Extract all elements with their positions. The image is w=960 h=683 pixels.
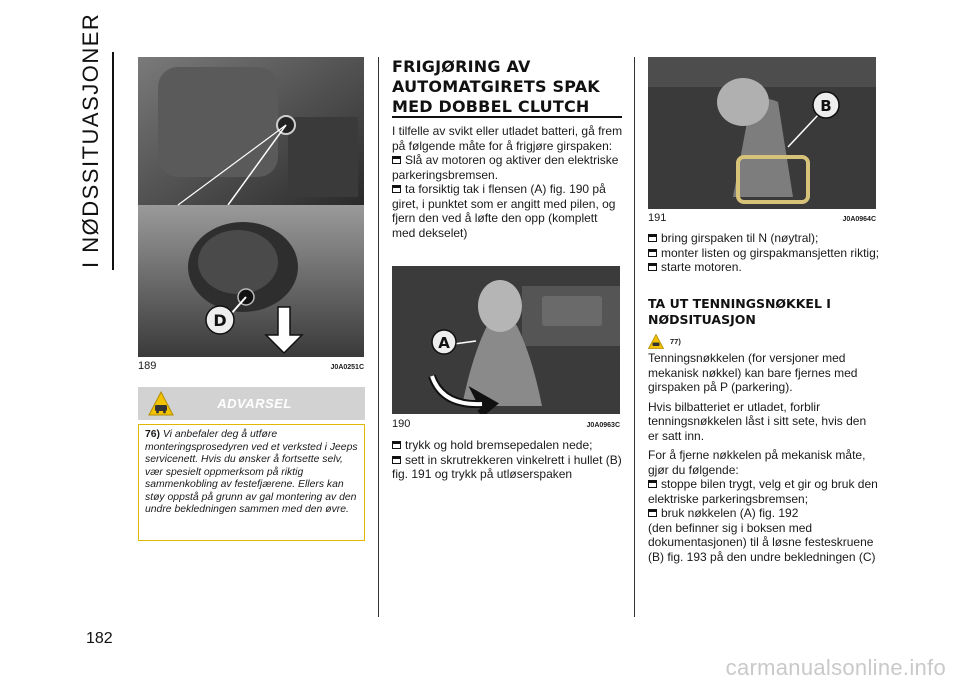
warning-title: ADVARSEL (217, 396, 292, 411)
column-divider-2 (634, 57, 635, 617)
intro-paragraph: I tilfelle av svikt eller utladet batteri, gå frem på følgende måte for å frigjøre girspaken: (392, 124, 623, 153)
column2-text-bottom (392, 438, 624, 482)
column3-body (648, 351, 880, 564)
bullet-icon (648, 480, 657, 488)
bullet-icon (392, 156, 401, 164)
column-divider-1 (378, 57, 379, 617)
figure-189-caption (138, 360, 364, 372)
paragraph: Hvis bilbatteriet er utladet, forblir tenningsnøkkelen låst i sitt sete, hvis den er satt inn. (648, 399, 867, 443)
list-item: bruk nøkkelen (A) fig. 192 (648, 506, 880, 521)
figure-189 (138, 57, 364, 357)
list-item: starte motoren. (648, 260, 880, 275)
list-item: bring girspaken til N (nøytral); (648, 231, 880, 246)
callout-b-label: B (820, 97, 832, 115)
reference-marker (648, 334, 681, 349)
paragraph: (den befinner sig i boksen med dokumentasjonen) til å løsne festeskruene (B) fig. 193 på den undre bekledningen (C) (648, 520, 876, 564)
list-item: monter listen og girspakmansjetten riktig; (648, 246, 880, 261)
warning-car-icon (648, 334, 664, 349)
figure-190-caption (392, 418, 620, 430)
figure-191-code: J0A0964C (842, 216, 876, 223)
bullet-icon (648, 263, 657, 271)
callout-d-label: D (213, 311, 227, 330)
warning-number: 76) (145, 429, 161, 440)
bullet-icon (392, 456, 401, 464)
watermark: carmanualsonline.info (725, 655, 946, 680)
figure-189-code: J0A0251C (330, 364, 364, 371)
bullet-icon (648, 509, 657, 517)
warning-text: Vi anbefaler deg å utføre monteringsprosedyren ved et verksted i Jeeps servicenett. Hvis du ønsker å fortsette selv, vær spesielt oppmerksom på riktig sammenkobling av festefjærene. Ellers kan støy oppstå på grunn av gal montering av den undre bekledningen sammen med den øvre. (145, 429, 358, 515)
list-item: sett in skrutrekkeren vinkelrett i hullet (B) fig. 191 og trykk på utløserspaken (392, 452, 622, 481)
column3-steps (648, 231, 880, 275)
figure-190-code: J0A0963C (586, 422, 620, 429)
paragraph: For å fjerne nøkkelen på mekanisk måte, gjør du følgende: (648, 448, 866, 477)
heading-tenningsnokkel: TA UT TENNINGSNØKKEL I NØDSITUASJON (648, 296, 831, 327)
paragraph: Tenningsnøkkelen (for versjoner med mekanisk nøkkel) kan bare fjernes med girspaken på P (parkering). (648, 351, 858, 394)
reference-number: 77) (670, 337, 681, 346)
list-item: trykk og hold bremsepedalen nede; (392, 438, 624, 453)
figure-191 (648, 57, 876, 209)
figure-190 (392, 266, 620, 414)
bullet-icon (648, 249, 657, 257)
list-item: stoppe bilen trygt, velg et gir og bruk den elektriske parkeringsbremsen; (648, 477, 878, 506)
heading-frigjoring: FRIGJØRING AV AUTOMATGIRETS SPAK MED DOBBEL CLUTCH (392, 57, 600, 116)
section-title: I NØDSSITUASJONER (78, 12, 103, 268)
heading-rule (392, 116, 622, 118)
figure-191-number: 191 (648, 212, 667, 224)
bullet-icon (648, 234, 657, 242)
page-number: 182 (86, 630, 113, 647)
list-item: ta forsiktig tak i flensen (A) fig. 190 på giret, i punktet som er angitt med pilen, og fjern den ved å løfte den opp (komplett med dekselet) (392, 182, 616, 240)
bullet-icon (392, 185, 401, 193)
warning-header (138, 387, 365, 420)
callout-a-label: A (438, 334, 450, 352)
list-item: Slå av motoren og aktiver den elektriske parkeringsbremsen. (392, 153, 619, 182)
section-rule (112, 52, 114, 270)
figure-191-caption (648, 212, 876, 224)
warning-car-icon (148, 391, 174, 417)
figure-189-number: 189 (138, 360, 157, 372)
column2-text-top (392, 124, 624, 240)
figure-190-number: 190 (392, 418, 411, 430)
warning-box (138, 424, 365, 541)
bullet-icon (392, 441, 401, 449)
